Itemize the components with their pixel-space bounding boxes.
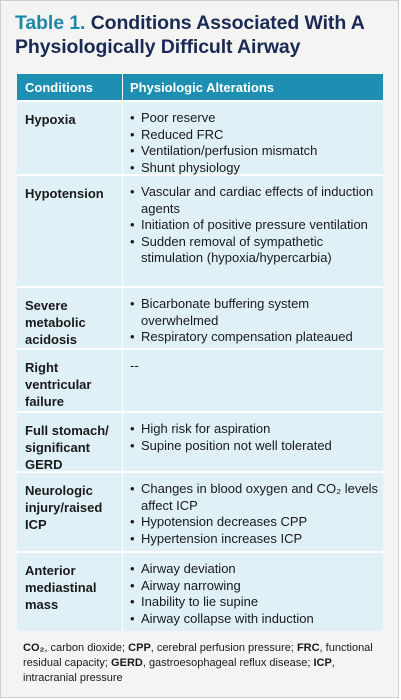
alterations-cell [123,413,383,471]
alteration-item: • Respiratory compensation plateaued [130,329,379,346]
header-conditions: Conditions [17,74,123,100]
table-row [17,174,383,286]
condition-cell: Hypotension [17,176,123,286]
condition-cell: Neurologic injury/raised ICP [17,473,123,551]
alteration-item: • Airway narrowing [130,578,379,595]
table-row [17,471,383,551]
table-row [17,286,383,348]
alteration-item: • Hypotension decreases CPP [130,514,379,531]
alteration-item: • Poor reserve [130,110,379,127]
alterations-cell [123,288,383,348]
footnote-text: , intracranial pressure [23,657,335,684]
alteration-item: • Airway collapse with induction [130,611,379,628]
alteration-item: • Ventilation/perfusion mismatch [130,143,379,160]
alteration-item: • Airway deviation [130,561,379,578]
alteration-item: -- [130,358,139,373]
footnote-abbr: ICP [313,657,332,669]
alteration-item: • Sudden removal of sympathetic stimulation (hypoxia/hypercarbia) [130,234,379,267]
alteration-item: • Supine position not well tolerated [130,438,379,455]
alteration-item: • Reduced FRC [130,127,379,144]
footnote-text: , gastroesophageal reflux disease; [142,657,314,669]
footnote-text: , functional residual capacity; [23,642,373,669]
condition-cell: Right ventricular failure [17,350,123,411]
footnote-abbr: CO₂ [23,642,45,654]
table-row [17,348,383,411]
alteration-item: • Shunt physiology [130,160,379,177]
header-alterations: Physiologic Alterations [130,79,274,95]
footnote-abbr: CPP [128,642,151,654]
alterations-cell [123,350,383,411]
footnote-abbr: GERD [111,657,143,669]
footnote-text: , cerebral perfusion pressure; [150,642,297,654]
footnote-abbr: FRC [296,642,320,654]
alteration-item: • Hypertension increases ICP [130,531,379,548]
table-footnote [23,641,383,686]
alteration-item: • Initiation of positive pressure ventilation [130,217,379,234]
alterations-cell [123,176,383,286]
table-row [17,100,383,174]
conditions-table [17,74,383,631]
footnote-text: , carbon dioxide; [44,642,129,654]
table-title-text: Conditions Associated With A Physiologically Difficult Airway [15,12,364,58]
condition-cell: Hypoxia [17,102,123,174]
condition-cell: Full stomach/ significant GERD [17,413,123,471]
table-number: Table 1. [15,12,86,34]
alterations-cell [123,473,383,551]
condition-cell: Severe metabolic acidosis [17,288,123,348]
alteration-item: • Vascular and cardiac effects of induction agents [130,184,379,217]
alteration-item: • High risk for aspiration [130,421,379,438]
table-title [15,11,387,59]
table-row [17,551,383,631]
alterations-cell [123,102,383,174]
alteration-item: • Inability to lie supine [130,594,379,611]
condition-cell: Anterior mediastinal mass [17,553,123,631]
alteration-item: • Changes in blood oxygen and CO₂ levels affect ICP [130,481,379,514]
table-header [17,74,383,100]
alteration-item: • Bicarbonate buffering system overwhelmed [130,296,379,329]
table-row [17,411,383,471]
alterations-cell [123,553,383,631]
